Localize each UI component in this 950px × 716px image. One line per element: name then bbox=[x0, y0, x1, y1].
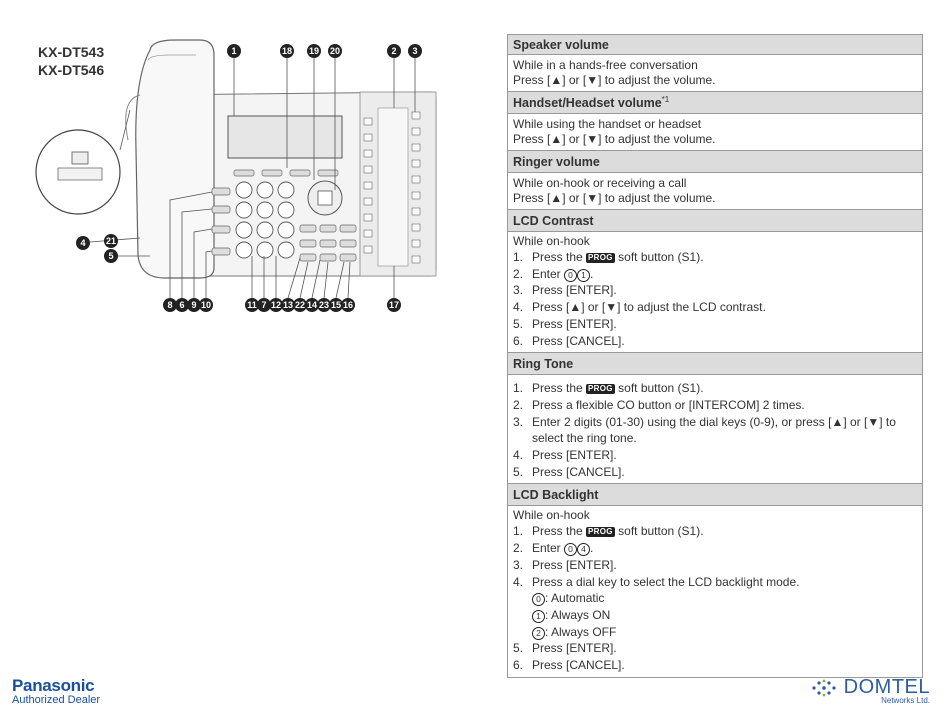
section-body-speaker-volume bbox=[508, 55, 923, 92]
step-number: 6. bbox=[513, 333, 524, 348]
step-text: soft button (S1). bbox=[618, 250, 704, 264]
text-line: While in a hands-free conversation bbox=[513, 57, 698, 72]
step-item bbox=[513, 414, 917, 447]
step-text: Press [CANCEL]. bbox=[532, 333, 625, 348]
dial-key-1-icon: 1 bbox=[532, 610, 545, 623]
text-line: Press [▲] or [▼] to adjust the volume. bbox=[513, 190, 716, 205]
section-title-lcd-contrast: LCD Contrast bbox=[508, 210, 923, 232]
prog-soft-button-icon: PROG bbox=[588, 384, 613, 394]
section-header-handset-volume bbox=[508, 92, 923, 114]
callout-1: 1 bbox=[227, 44, 241, 58]
domtel-brand: DOMTEL bbox=[843, 676, 930, 698]
callout-22: 22 bbox=[294, 300, 305, 310]
callout-15: 15 bbox=[330, 300, 341, 310]
step-item bbox=[513, 397, 917, 414]
phone-diagram bbox=[0, 0, 480, 330]
section-title-handset-volume: Handset/Headset volume bbox=[513, 96, 662, 111]
callout-2: 2 bbox=[387, 44, 401, 58]
step-list bbox=[513, 380, 917, 480]
step-text: Press [ENTER]. bbox=[532, 641, 617, 656]
callout-14: 14 bbox=[306, 300, 317, 310]
step-number: 4. bbox=[513, 300, 524, 315]
section-body-lcd-contrast bbox=[508, 232, 923, 353]
intro-text: While on-hook bbox=[513, 234, 590, 248]
step-number: 1. bbox=[513, 524, 524, 539]
step-list bbox=[513, 249, 917, 349]
dial-key-0-icon: 0 bbox=[564, 543, 577, 556]
settings-table bbox=[507, 34, 923, 678]
text-line: While on-hook or receiving a call bbox=[513, 175, 687, 190]
option-label: : Automatic bbox=[545, 591, 605, 606]
step-number: 4. bbox=[513, 448, 524, 463]
step-number: 3. bbox=[513, 283, 524, 298]
step-text: Press [ENTER]. bbox=[532, 557, 617, 572]
backlight-option bbox=[532, 590, 917, 607]
panasonic-brand: Panasonic bbox=[12, 676, 95, 695]
authorized-dealer-label: Authorized Dealer bbox=[12, 694, 101, 706]
callout-18: 18 bbox=[281, 46, 292, 56]
callout-23: 23 bbox=[318, 300, 329, 310]
step-number: 2. bbox=[513, 541, 524, 556]
callout-21: 21 bbox=[105, 236, 116, 246]
step-text: Enter bbox=[532, 266, 561, 281]
backlight-option bbox=[532, 607, 917, 624]
domtel-dots-icon bbox=[810, 678, 840, 698]
step-text: soft button (S1). bbox=[618, 381, 704, 396]
step-text: Press the bbox=[532, 381, 583, 396]
dial-key-1-icon: 1 bbox=[577, 269, 590, 282]
step-item bbox=[513, 574, 917, 641]
step-number: 2. bbox=[513, 397, 524, 412]
callout-13: 13 bbox=[282, 300, 293, 310]
step-number: 4. bbox=[513, 574, 524, 589]
step-text: . bbox=[590, 266, 594, 281]
option-label: : Always ON bbox=[545, 607, 611, 622]
callout-5: 5 bbox=[104, 249, 118, 263]
intro-text: While on-hook bbox=[513, 508, 590, 523]
step-number: 1. bbox=[513, 250, 524, 264]
step-number: 5. bbox=[513, 641, 524, 656]
dial-key-0-icon: 0 bbox=[564, 269, 577, 282]
step-item bbox=[513, 380, 917, 397]
callout-19: 19 bbox=[308, 46, 319, 56]
prog-soft-button-icon: PROG bbox=[588, 253, 613, 262]
callout-6: 6 bbox=[175, 298, 189, 312]
step-text: Press [ENTER]. bbox=[532, 316, 617, 331]
panasonic-logo bbox=[12, 676, 100, 706]
step-text: Press a flexible CO button or [INTERCOM] 2 times. bbox=[532, 397, 805, 412]
domtel-logo bbox=[844, 676, 930, 705]
section-body-ring-tone bbox=[508, 375, 923, 484]
step-text: Press the bbox=[532, 250, 583, 264]
callout-11: 11 bbox=[245, 298, 259, 312]
model-label-1: KX-DT543 bbox=[38, 44, 105, 60]
step-text: . bbox=[590, 541, 594, 556]
step-list bbox=[513, 523, 917, 673]
section-title-speaker-volume: Speaker volume bbox=[508, 35, 923, 55]
callout-16: 16 bbox=[342, 300, 353, 310]
step-number: 5. bbox=[513, 316, 524, 331]
step-item bbox=[513, 640, 917, 657]
callout-4: 4 bbox=[76, 236, 90, 250]
step-number: 1. bbox=[513, 381, 524, 396]
callout-12: 12 bbox=[270, 300, 281, 310]
step-item bbox=[513, 282, 917, 299]
step-text: Press [CANCEL]. bbox=[532, 658, 625, 673]
prog-soft-button-icon: PROG bbox=[588, 527, 613, 537]
step-number: 3. bbox=[513, 414, 524, 429]
step-item bbox=[513, 333, 917, 350]
step-text: Press [ENTER]. bbox=[532, 283, 617, 298]
callout-10: 10 bbox=[200, 300, 211, 310]
callout-20: 20 bbox=[329, 46, 340, 56]
step-item bbox=[513, 249, 917, 266]
dial-key-2-icon: 2 bbox=[532, 627, 545, 640]
step-number: 5. bbox=[513, 464, 524, 479]
step-number: 6. bbox=[513, 658, 524, 673]
dial-key-4-icon: 4 bbox=[577, 543, 590, 556]
section-body-lcd-backlight bbox=[508, 506, 923, 677]
step-text: Press a dial key to select the LCD backlight mode. bbox=[532, 574, 800, 589]
step-number: 3. bbox=[513, 557, 524, 572]
backlight-option bbox=[532, 624, 917, 641]
step-item bbox=[513, 447, 917, 464]
callout-8: 8 bbox=[163, 298, 177, 312]
step-text: Press [▲] or [▼] to adjust the LCD contrast. bbox=[532, 300, 766, 315]
section-title-ring-tone: Ring Tone bbox=[508, 353, 923, 375]
domtel-subtitle: Networks Ltd. bbox=[881, 696, 930, 705]
step-text: soft button (S1). bbox=[618, 524, 704, 539]
option-label: : Always OFF bbox=[545, 624, 617, 639]
model-label-2: KX-DT546 bbox=[38, 62, 105, 78]
step-item bbox=[513, 540, 917, 557]
step-item bbox=[513, 464, 917, 481]
step-item bbox=[513, 657, 917, 674]
step-text: Press [CANCEL]. bbox=[532, 464, 625, 479]
dial-key-0-icon: 0 bbox=[532, 593, 545, 606]
section-title-ringer-volume: Ringer volume bbox=[508, 151, 923, 173]
section-body-handset-volume bbox=[508, 114, 923, 151]
text-line: Press [▲] or [▼] to adjust the volume. bbox=[513, 72, 716, 87]
step-text: Enter 2 digits (01-30) using the dial keys (0-9), or press [▲] or [▼] to select the ring tone. bbox=[532, 414, 896, 446]
section-body-ringer-volume bbox=[508, 173, 923, 210]
step-number: 2. bbox=[513, 266, 524, 281]
step-item bbox=[513, 557, 917, 574]
text-line: While using the handset or headset bbox=[513, 116, 702, 131]
callout-9: 9 bbox=[187, 298, 201, 312]
callout-3: 3 bbox=[408, 44, 422, 58]
step-text: Press [ENTER]. bbox=[532, 448, 617, 463]
section-title-lcd-backlight: LCD Backlight bbox=[508, 484, 923, 506]
callout-17: 17 bbox=[388, 300, 399, 310]
text-line: Press [▲] or [▼] to adjust the volume. bbox=[513, 131, 716, 146]
step-item bbox=[513, 523, 917, 540]
callout-7: 7 bbox=[257, 298, 271, 312]
step-text: Press the bbox=[532, 524, 583, 539]
footnote-marker: *1 bbox=[661, 94, 670, 104]
step-item bbox=[513, 266, 917, 283]
step-item bbox=[513, 299, 917, 316]
step-text: Enter bbox=[532, 541, 561, 556]
step-item bbox=[513, 316, 917, 333]
